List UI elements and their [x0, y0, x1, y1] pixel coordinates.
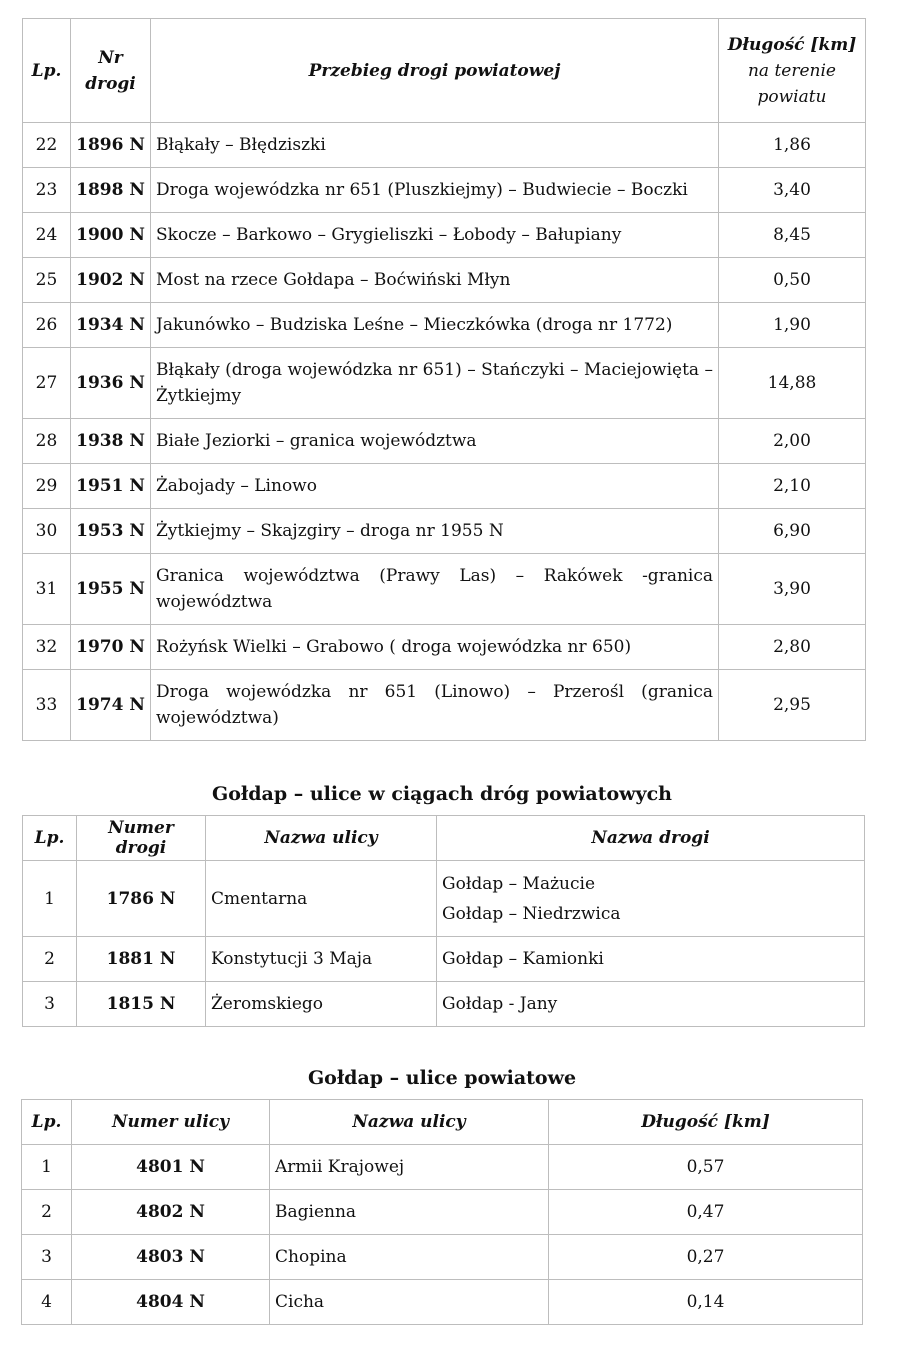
row-road-number: 1955 N — [71, 554, 151, 625]
row-length: 3,40 — [719, 168, 866, 213]
row-street-name: Cicha — [270, 1280, 549, 1325]
row-street-name: Konstytucji 3 Maja — [206, 937, 437, 982]
row-road-number: 1936 N — [71, 348, 151, 419]
section-title-streets-in-roads: Gołdap – ulice w ciągach dróg powiatowych — [212, 783, 672, 805]
streets-in-roads-header — [23, 816, 865, 861]
header-lp: Lp. — [23, 19, 71, 123]
header-dlugosc: Długość [km] — [549, 1100, 863, 1145]
row-lp: 4 — [22, 1280, 72, 1325]
row-route: Skocze – Barkowo – Grygieliszki – Łobody – Bałupiany — [151, 213, 719, 258]
row-length: 1,86 — [719, 123, 866, 168]
row-route: Żytkiejmy – Skajzgiry – droga nr 1955 N — [151, 509, 719, 554]
row-lp: 3 — [23, 982, 77, 1027]
row-length: 3,90 — [719, 554, 866, 625]
table-row — [23, 982, 865, 1027]
header-numer-ulicy: Numer ulicy — [72, 1100, 270, 1145]
row-lp: 23 — [23, 168, 71, 213]
row-length: 14,88 — [719, 348, 866, 419]
table-row — [22, 1280, 863, 1325]
row-street-name: Chopina — [270, 1235, 549, 1280]
table-row — [23, 348, 866, 419]
table-row — [23, 419, 866, 464]
road-name-line: Gołdap – Mażucie — [442, 873, 595, 894]
header-numer-drogi: Numer drogi — [77, 816, 206, 861]
row-road-name — [437, 937, 865, 982]
row-road-number: 1896 N — [71, 123, 151, 168]
row-road-number: 1951 N — [71, 464, 151, 509]
table-row — [23, 554, 866, 625]
row-length: 0,27 — [549, 1235, 863, 1280]
row-lp: 31 — [23, 554, 71, 625]
row-lp: 2 — [23, 937, 77, 982]
road-table-header — [23, 19, 866, 123]
row-length: 0,50 — [719, 258, 866, 303]
header-nazwa-ulicy: Nazwa ulicy — [270, 1100, 549, 1145]
table-row — [23, 670, 866, 741]
row-road-number: 1902 N — [71, 258, 151, 303]
header-przebieg: Przebieg drogi powiatowej — [151, 19, 719, 123]
header-nazwa-drogi: Nazwa drogi — [437, 816, 865, 861]
row-length: 8,45 — [719, 213, 866, 258]
row-road-number: 1938 N — [71, 419, 151, 464]
row-road-number: 1881 N — [77, 937, 206, 982]
row-length: 0,14 — [549, 1280, 863, 1325]
table-row — [23, 937, 865, 982]
county-streets-header — [22, 1100, 863, 1145]
table-row — [23, 625, 866, 670]
row-lp: 30 — [23, 509, 71, 554]
table-row — [23, 861, 865, 937]
row-lp: 28 — [23, 419, 71, 464]
row-route: Błąkały – Błędziszki — [151, 123, 719, 168]
row-street-name: Armii Krajowej — [270, 1145, 549, 1190]
road-name-line: Gołdap - Jany — [442, 994, 558, 1014]
table-row — [23, 168, 866, 213]
row-street-number: 4802 N — [72, 1190, 270, 1235]
row-street-number: 4801 N — [72, 1145, 270, 1190]
row-street-number: 4803 N — [72, 1235, 270, 1280]
road-name-line: Gołdap – Niedrzwica — [442, 903, 621, 924]
row-lp: 24 — [23, 213, 71, 258]
row-road-number: 1815 N — [77, 982, 206, 1027]
row-length: 2,10 — [719, 464, 866, 509]
row-street-name: Żeromskiego — [206, 982, 437, 1027]
table-row — [23, 303, 866, 348]
table-row — [22, 1235, 863, 1280]
row-lp: 25 — [23, 258, 71, 303]
row-length: 0,57 — [549, 1145, 863, 1190]
table-row — [22, 1190, 863, 1235]
county-streets-table — [21, 1099, 863, 1325]
row-lp: 3 — [22, 1235, 72, 1280]
row-lp: 2 — [22, 1190, 72, 1235]
row-lp: 33 — [23, 670, 71, 741]
header-dlugosc-label: Długość [km] — [727, 34, 857, 55]
row-road-number: 1898 N — [71, 168, 151, 213]
row-length: 2,95 — [719, 670, 866, 741]
table-row — [23, 464, 866, 509]
row-route: Most na rzece Gołdapa – Boćwiński Młyn — [151, 258, 719, 303]
row-lp: 29 — [23, 464, 71, 509]
row-road-number: 1953 N — [71, 509, 151, 554]
row-lp: 27 — [23, 348, 71, 419]
row-road-number: 1970 N — [71, 625, 151, 670]
row-lp: 26 — [23, 303, 71, 348]
header-lp: Lp. — [22, 1100, 72, 1145]
row-route: Rożyńsk Wielki – Grabowo ( droga wojewódzka nr 650) — [151, 625, 719, 670]
row-route: Jakunówko – Budziska Leśne – Mieczkówka (droga nr 1772) — [151, 303, 719, 348]
header-nr-drogi: Nr drogi — [71, 19, 151, 123]
row-lp: 1 — [22, 1145, 72, 1190]
header-dlugosc-sub: na terenie powiatu — [747, 60, 836, 107]
row-length: 2,00 — [719, 419, 866, 464]
row-length: 2,80 — [719, 625, 866, 670]
row-route: Błąkały (droga wojewódzka nr 651) – Stańczyki – Maciejowięta – Żytkiejmy — [151, 348, 719, 419]
row-street-number: 4804 N — [72, 1280, 270, 1325]
row-lp: 1 — [23, 861, 77, 937]
row-road-number: 1786 N — [77, 861, 206, 937]
row-route: Granica województwa (Prawy Las) – Rakówek -granica województwa — [151, 554, 719, 625]
row-route: Żabojady – Linowo — [151, 464, 719, 509]
row-lp: 32 — [23, 625, 71, 670]
table-row — [23, 258, 866, 303]
row-street-name: Cmentarna — [206, 861, 437, 937]
row-street-name: Bagienna — [270, 1190, 549, 1235]
row-lp: 22 — [23, 123, 71, 168]
row-length: 0,47 — [549, 1190, 863, 1235]
table-row — [22, 1145, 863, 1190]
table-row — [23, 509, 866, 554]
row-length: 6,90 — [719, 509, 866, 554]
header-lp: Lp. — [23, 816, 77, 861]
road-table — [22, 18, 866, 741]
header-dlugosc — [719, 19, 866, 123]
header-nazwa-ulicy: Nazwa ulicy — [206, 816, 437, 861]
row-road-name — [437, 861, 865, 937]
row-route: Droga wojewódzka nr 651 (Linowo) – Przerośl (granica województwa) — [151, 670, 719, 741]
row-route: Białe Jeziorki – granica województwa — [151, 419, 719, 464]
section-title-county-streets: Gołdap – ulice powiatowe — [307, 1067, 577, 1089]
row-road-name — [437, 982, 865, 1027]
road-name-line: Gołdap – Kamionki — [442, 949, 604, 969]
table-row — [23, 213, 866, 258]
row-road-number: 1974 N — [71, 670, 151, 741]
row-road-number: 1934 N — [71, 303, 151, 348]
row-route: Droga wojewódzka nr 651 (Pluszkiejmy) – Budwiecie – Boczki — [151, 168, 719, 213]
row-road-number: 1900 N — [71, 213, 151, 258]
streets-in-roads-table — [22, 815, 865, 1027]
table-row — [23, 123, 866, 168]
row-length: 1,90 — [719, 303, 866, 348]
